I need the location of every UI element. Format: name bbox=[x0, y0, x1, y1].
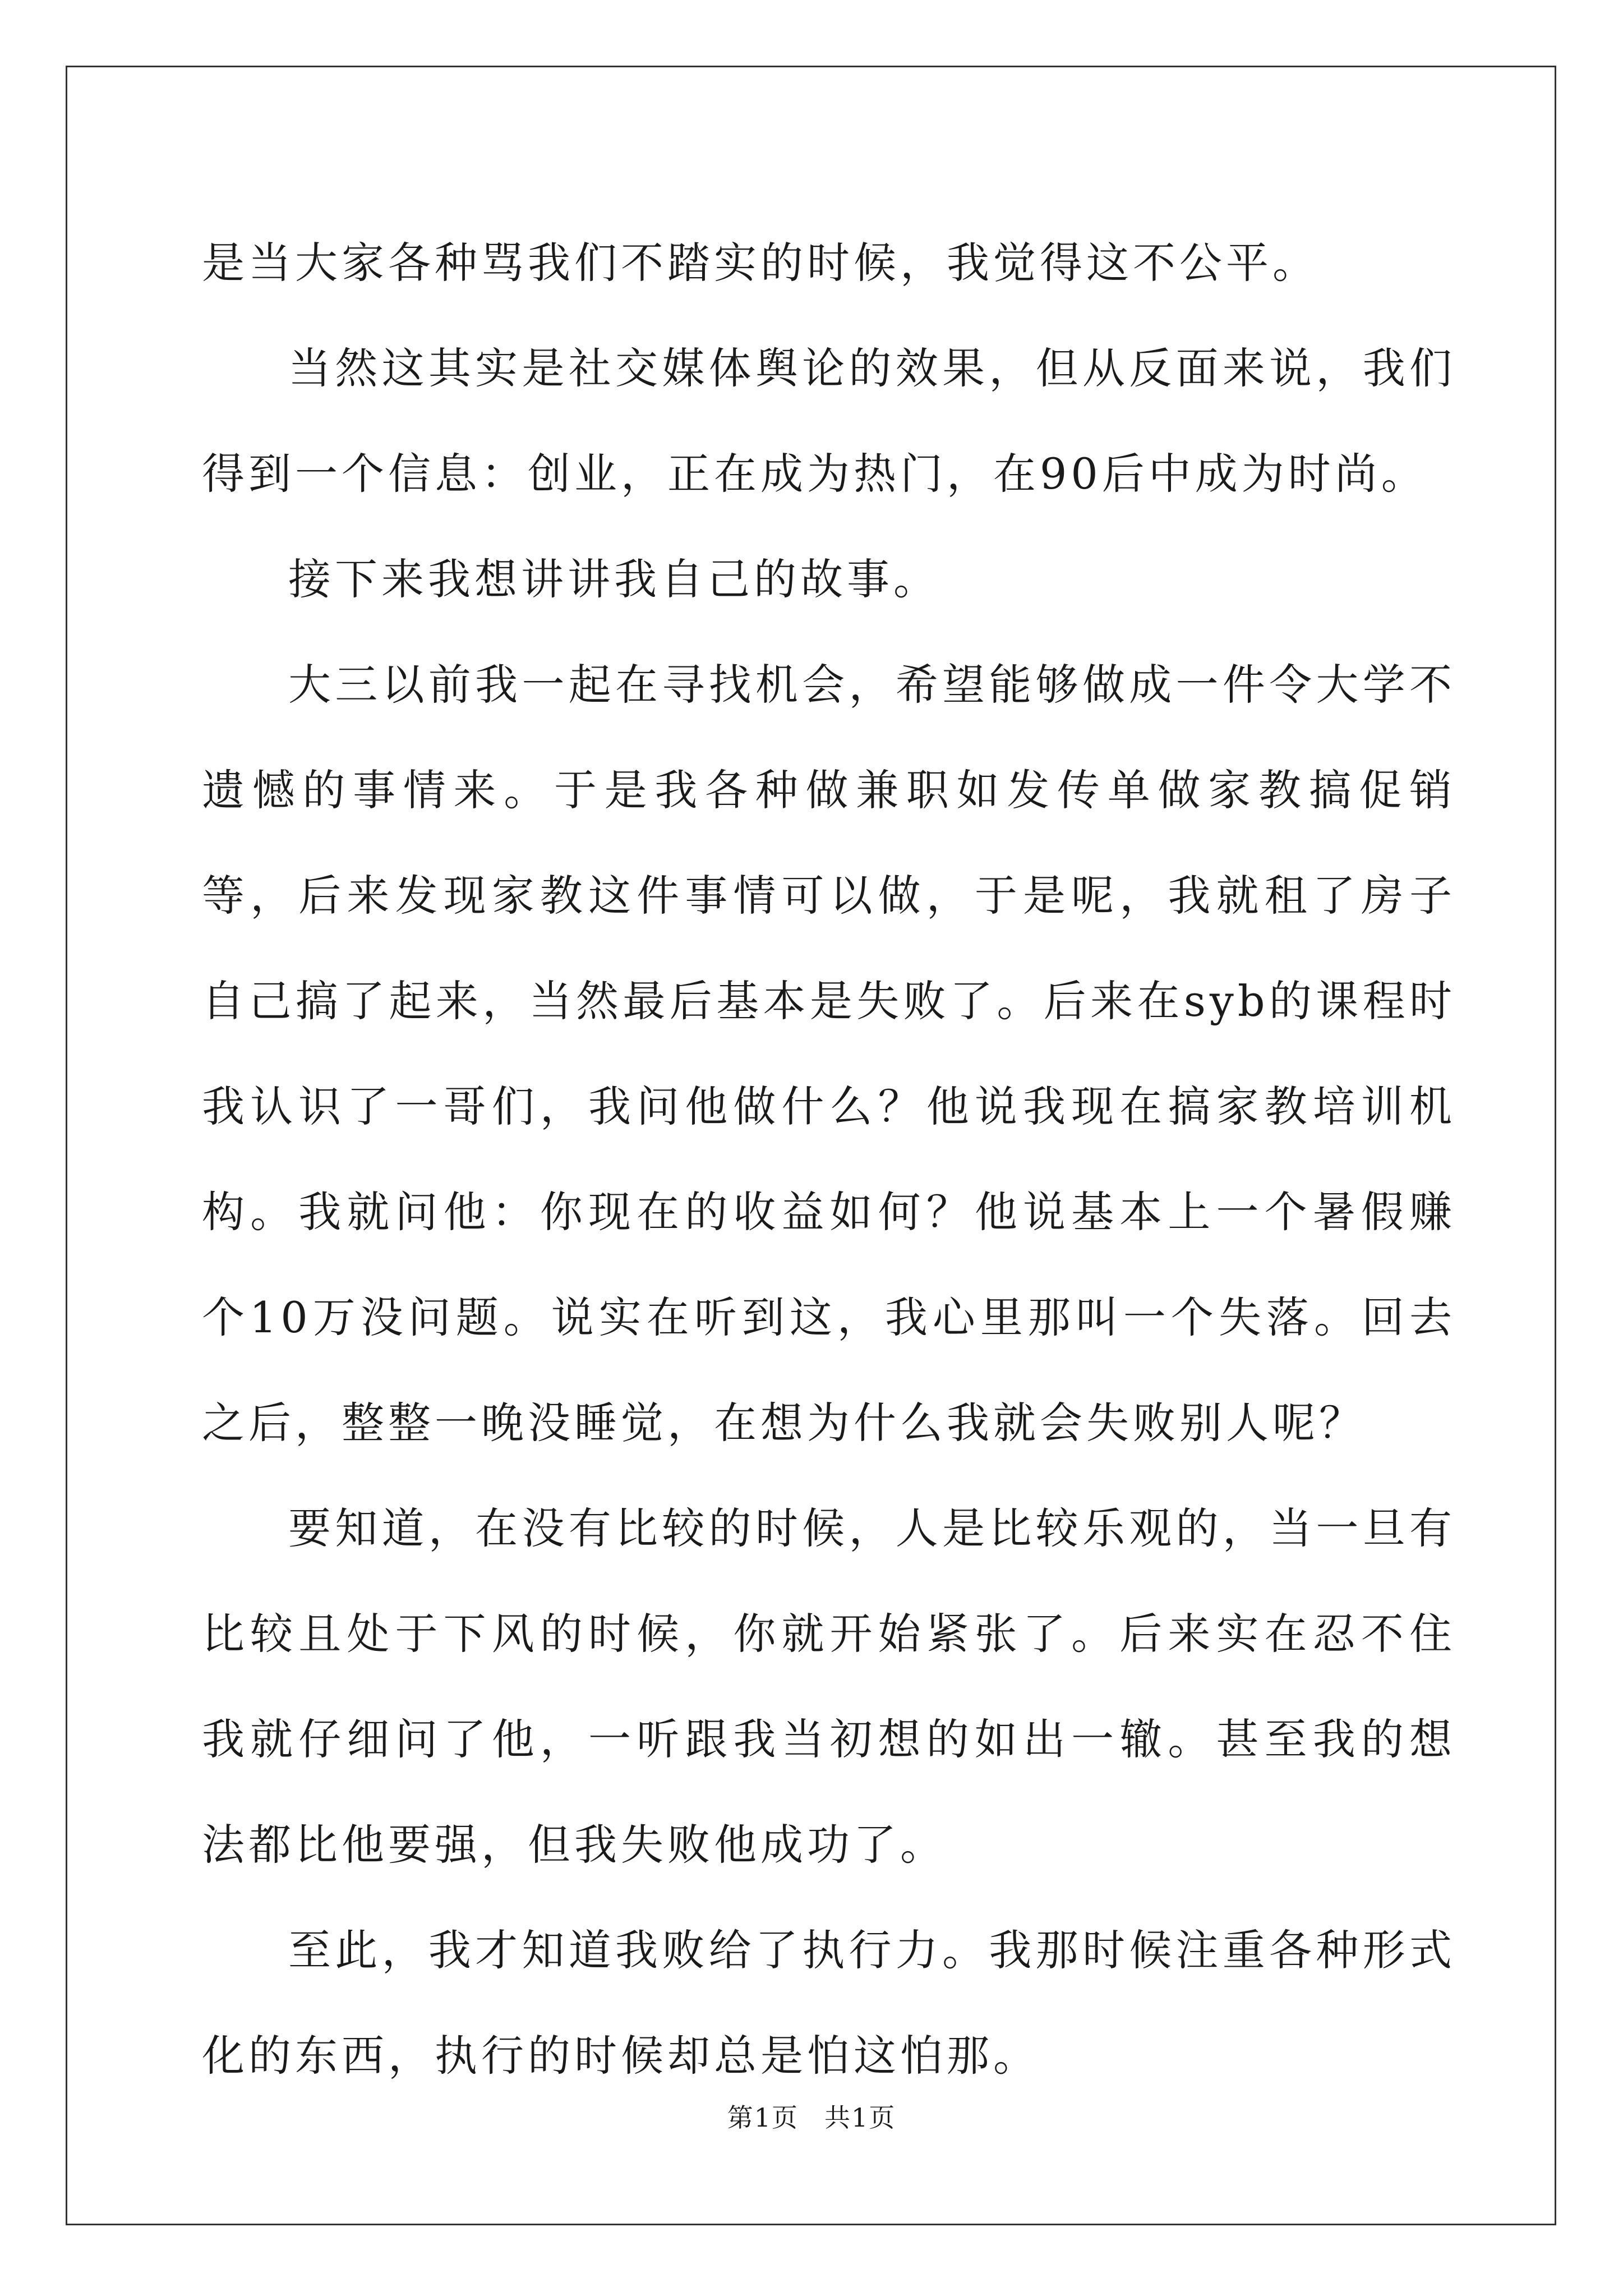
page-number: 第1页 bbox=[727, 2102, 799, 2133]
paragraph-1: 是当大家各种骂我们不踏实的时候，我觉得这不公平。 bbox=[202, 238, 1319, 288]
document-body bbox=[202, 210, 1456, 2109]
paragraph-4: 大三以前我一起在寻找机会，希望能够做成一件令大学不遗憾的事情来。于是我各种做兼职如发传单做家教搞促销等，后来发现家教这件事情可以做，于是呢，我就租了房子自己搞了起来，当然最后基本是失败了。后来在syb的课程时我认识了一哥们，我问他做什么？他说我现在搞家教培训机构。我就问他：你现在的收益如何？他说基本上一个暑假赚个10万没问题。说实在听到这，我心里那叫一个失落。回去之后，整整一晚没睡觉，在想为什么我就会失败别人呢？ bbox=[202, 660, 1456, 1448]
page-total: 共1页 bbox=[824, 2102, 896, 2133]
paragraph-2: 当然这其实是社交媒体舆论的效果，但从反面来说，我们得到一个信息：创业，正在成为热门，在90后中成为时尚。 bbox=[202, 343, 1456, 499]
paragraph-5: 要知道，在没有比较的时候，人是比较乐观的，当一旦有比较且处于下风的时候，你就开始紧张了。后来实在忍不住我就仔细问了他，一听跟我当初想的如出一辙。甚至我的想法都比他要强，但我失败他成功了。 bbox=[202, 1503, 1456, 1870]
page-footer bbox=[0, 2101, 1623, 2134]
paragraph-3: 接下来我想讲讲我自己的故事。 bbox=[288, 554, 940, 604]
paragraph-6: 至此，我才知道我败给了执行力。我那时候注重各种形式化的东西，执行的时候却总是怕这怕那。 bbox=[202, 1925, 1456, 2081]
